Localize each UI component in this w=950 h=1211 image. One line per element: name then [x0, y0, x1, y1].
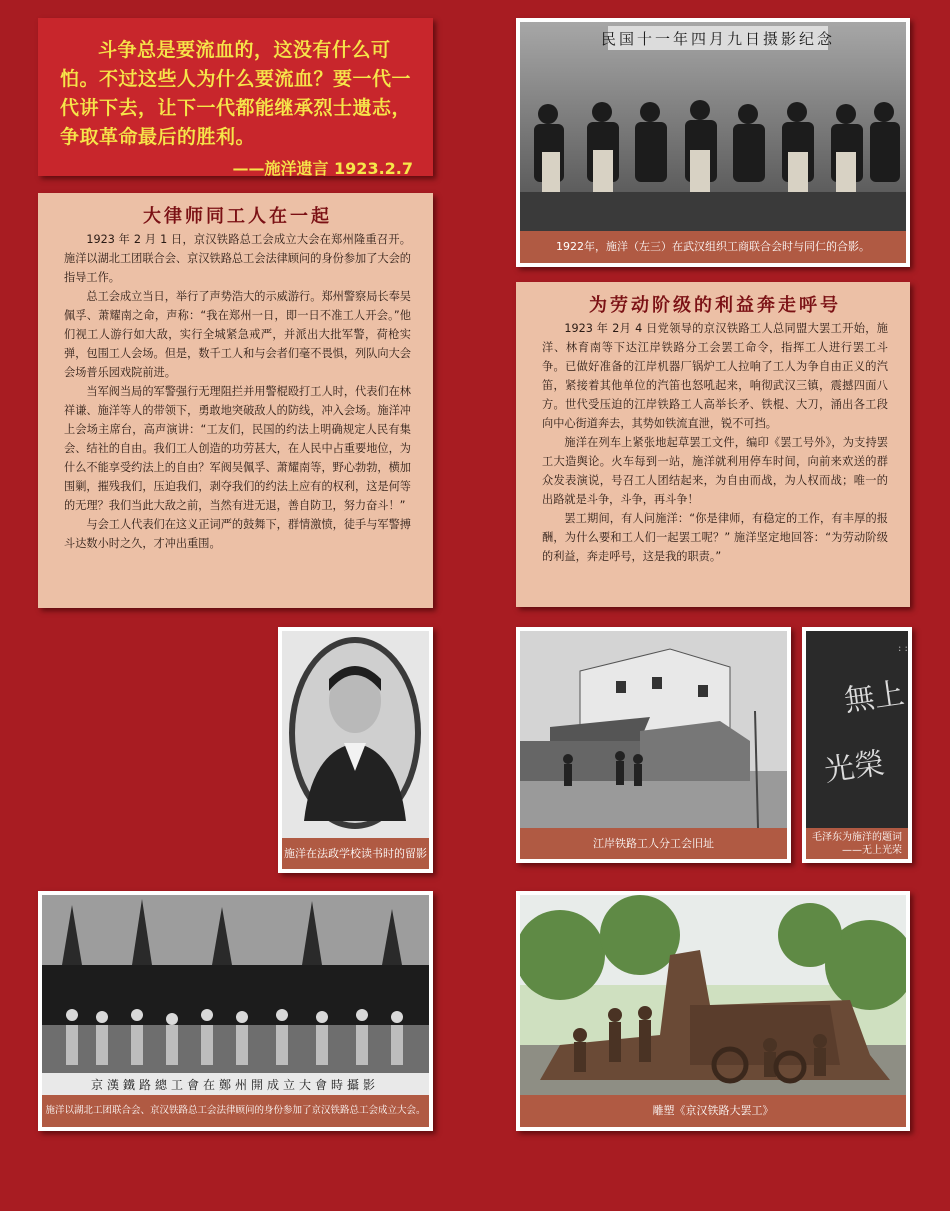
svg-text:: :: : :	[898, 643, 908, 654]
site-photo-caption: 江岸铁路工人分工会旧址	[520, 828, 787, 859]
article-lawyer-paragraph: 与会工人代表们在这义正词严的鼓舞下，群情激愤，徒手与军警搏斗达数小时之久，才冲出重围。	[64, 518, 411, 550]
portrait-photo-card	[278, 627, 433, 873]
portrait-photo-image	[282, 631, 429, 838]
sculpture-photo-image	[520, 895, 906, 1095]
article-lawyer-paragraph: 当军阀当局的军警强行无理阻拦并用警棍殴打工人时，代表们在林祥谦、施洋等人的带领下，勇敢地突破敌人的防线，冲入会场。施洋冲上会场主席台，高声演讲：“工友们，民国的约法上明确规定人民有集会、结社的自由。我们工人创造的功劳甚大，在人民中占重要地位，为什么不能享受约法上的自由？军阀吴佩孚、萧耀南等，野心勃勃，横加围剿，摧残我们，压迫我们，剥夺我们的约法上应有的权利，这是何等的无理？我们当此大敌之前，当然有进无退，善自防卫，努力奋斗！”	[64, 385, 411, 512]
group-photo-card	[516, 18, 910, 267]
calligraphy-caption-line2: ——无上光荣	[842, 844, 902, 856]
group-photo-banner: 民国十一年四月九日摄影纪念	[600, 30, 836, 48]
group-photo-caption: 1922年，施洋（左三）在武汉组织工商联合会时与同仁的合影。	[520, 231, 906, 263]
site-photo-image	[520, 631, 787, 828]
article-lawyer-title: 大律师同工人在一起	[143, 206, 332, 227]
calligraphy-glyphs: 無上	[842, 675, 907, 719]
assembly-photo-caption: 施洋以湖北工团联合会、京汉铁路总工会法律顾问的身份参加了京汉铁路总工会成立大会。	[42, 1095, 429, 1127]
assembly-photo-banner: 京漢鐵路總工會在鄭州開成立大會時攝影	[90, 1078, 380, 1092]
sculpture-photo-caption: 雕塑《京汉铁路大罢工》	[520, 1095, 906, 1127]
article-strike-title: 为劳动阶级的利益奔走呼号	[589, 295, 841, 316]
assembly-photo-card	[38, 891, 433, 1131]
assembly-photo-image	[42, 895, 429, 1095]
site-photo-card	[516, 627, 791, 863]
article-strike-paragraph: 罢工期间，有人问施洋：“你是律师，有稳定的工作，有丰厚的报酬，为什么要和工人们一起罢工呢？” 施洋坚定地回答：“为劳动阶级的利益，奔走呼号，这是我的职责。”	[542, 512, 888, 563]
sculpture-photo-card	[516, 891, 910, 1131]
svg-text:光榮: 光榮	[822, 745, 887, 789]
quote-signature: ——施洋遗言 1923.2.7	[232, 159, 413, 178]
calligraphy-caption-line1: 毛泽东为施洋的题词	[812, 831, 902, 843]
article-strike-paragraph: 施洋在列车上紧张地起草罢工文件，编印《罢工号外》，为支持罢工大造舆论。火车每到一站，施洋就利用停车时间，向前来欢送的群众发表演说，号召工人团结起来，为自由而战，为人权而战；唯一的出路就是斗争，斗争，再斗争！	[542, 436, 888, 506]
calligraphy-image	[806, 631, 908, 828]
article-lawyer-paragraph: 1923 年 2 月 1 日，京汉铁路总工会成立大会在郑州隆重召开。施洋以湖北工团联合会、京汉铁路总工会法律顾问的身份参加了大会的指导工作。	[64, 233, 411, 284]
article-strike	[516, 282, 910, 607]
group-photo-image	[520, 22, 906, 231]
calligraphy-card	[802, 627, 912, 863]
article-strike-paragraph: 1923 年 2月 4 日党领导的京汉铁路工人总同盟大罢工开始，施洋、林育南等下达江岸铁路分工会罢工命令，指挥工人进行罢工斗争。已做好准备的江岸机器厂锅炉工人拉响了工人为争自由正义的汽笛，紧接着其他单位的汽笛也怒吼起来，响彻武汉三镇，震撼四面八方。世代受压迫的江岸铁路工人高举长矛、铁棍、大刀，涌出各工段向中心街道奔去，其势如铁流直泄，锐不可挡。	[542, 322, 888, 430]
article-lawyer-paragraph: 总工会成立当日，举行了声势浩大的示威游行。郑州警察局长奉吴佩孚、萧耀南之命，声称：“我在郑州一日，即一日不准工人开会。”他们视工人游行如大敌，实行全城紧急戒严，并派出大批军警，荷枪实弹，包围工人会场。但是，数千工人和与会者们毫不畏惧，列队向大会会场普乐园戏院前进。	[64, 290, 411, 379]
quote-text: 斗争总是要流血的，这没有什么可怕。不过这些人为什么要流血？要一代一代讲下去，让下一代都能继承烈士遗志，争取革命最后的胜利。	[60, 39, 412, 148]
article-lawyer	[38, 193, 433, 608]
calligraphy-caption	[806, 828, 908, 859]
portrait-photo-caption: 施洋在法政学校读书时的留影	[282, 838, 429, 869]
quote-panel	[38, 18, 433, 176]
